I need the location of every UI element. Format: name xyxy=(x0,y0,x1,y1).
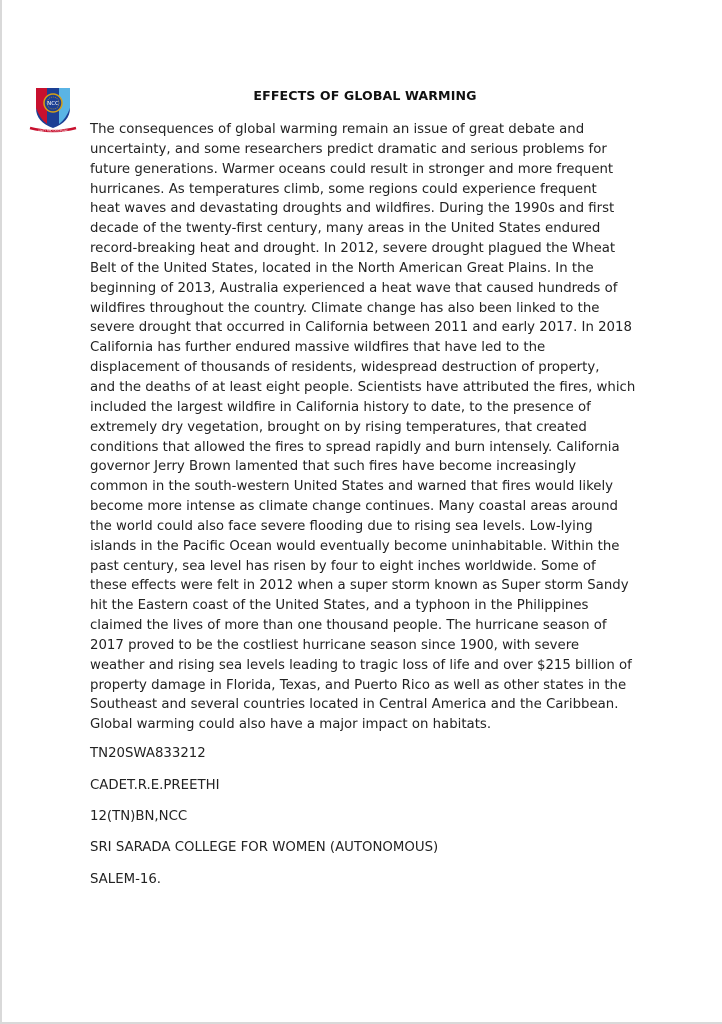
body-line: severe drought that occurred in California between 2011 and early 2017. In 2018 xyxy=(90,320,632,336)
body-line: governor Jerry Brown lamented that such fires have become increasingly xyxy=(90,459,577,475)
body-line: and the deaths of at least eight people. Scientists have attributed the fires, which xyxy=(90,379,636,395)
body-line: weather and rising sea levels leading to tragic loss of life and over $215 billion of xyxy=(90,657,632,673)
cadet-unit: 12(TN)BN,NCC xyxy=(90,809,188,824)
body-line: Global warming could also have a major impact on habitats. xyxy=(90,717,492,733)
ncc-emblem-label: NCC xyxy=(47,101,59,107)
ncc-emblem-caption: UNITY AND DISCIPLINE xyxy=(38,129,68,133)
cadet-name: CADET.R.E.PREETHI xyxy=(90,778,220,793)
body-line: common in the south-western United States and warned that fires would likely xyxy=(90,479,614,495)
body-line: hurricanes. As temperatures climb, some regions could experience frequent xyxy=(90,181,597,197)
body-line: record-breaking heat and drought. In 2012, severe drought plagued the Wheat xyxy=(90,241,616,257)
body-line: California has further endured massive wildfires that have led to the xyxy=(90,340,546,356)
body-line: uncertainty, and some researchers predict dramatic and serious problems for xyxy=(90,141,607,157)
body-line: claimed the lives of more than one thousand people. The hurricane season of xyxy=(90,618,607,634)
college-name: SRI SARADA COLLEGE FOR WOMEN (AUTONOMOUS) xyxy=(90,840,439,855)
body-line: decade of the twenty-first century, many areas in the United States endured xyxy=(90,221,601,237)
page-title: EFFECTS OF GLOBAL WARMING xyxy=(253,88,477,103)
body-line: these effects were felt in 2012 when a super storm known as Super storm Sandy xyxy=(90,578,629,594)
body-line: beginning of 2013, Australia experienced a heat wave that caused hundreds of xyxy=(90,280,618,296)
body-line: hit the Eastern coast of the United States, and a typhoon in the Philippines xyxy=(90,598,589,614)
body-line: the world could also face severe flooding due to rising sea levels. Low-lying xyxy=(90,518,593,534)
body-line: wildfires throughout the country. Climate change has also been linked to the xyxy=(90,300,600,316)
body-line: past century, sea level has risen by four to eight inches worldwide. Some of xyxy=(90,558,596,574)
cadet-number: TN20SWA833212 xyxy=(90,746,206,761)
body-line: Belt of the United States, located in the North American Great Plains. In the xyxy=(90,260,594,276)
body-line: property damage in Florida, Texas, and Puerto Rico as well as other states in the xyxy=(90,677,627,693)
body-line: heat waves and devastating droughts and wildfires. During the 1990s and first xyxy=(90,201,615,217)
body-line: included the largest wildfire in California history to date, to the presence of xyxy=(90,399,591,415)
body-line: extremely dry vegetation, brought on by rising temperatures, that created xyxy=(90,419,587,435)
body-line: become more intense as climate change continues. Many coastal areas around xyxy=(90,499,618,515)
body-line: The consequences of global warming remain an issue of great debate and xyxy=(90,122,585,137)
body-line: future generations. Warmer oceans could result in stronger and more frequent xyxy=(90,161,614,177)
body-line: conditions that allowed the fires to spread rapidly and burn intensely. California xyxy=(90,439,620,455)
body-line: islands in the Pacific Ocean would eventually become uninhabitable. Within the xyxy=(90,538,620,554)
body-line: Southeast and several countries located in Central America and the Caribbean. xyxy=(90,697,619,713)
body-line: 2017 proved to be the costliest hurricane season since 1900, with severe xyxy=(90,637,580,653)
body-line: displacement of thousands of residents, widespread destruction of property, xyxy=(90,360,600,376)
college-city: SALEM-16. xyxy=(90,872,162,887)
body-paragraph xyxy=(90,120,642,735)
